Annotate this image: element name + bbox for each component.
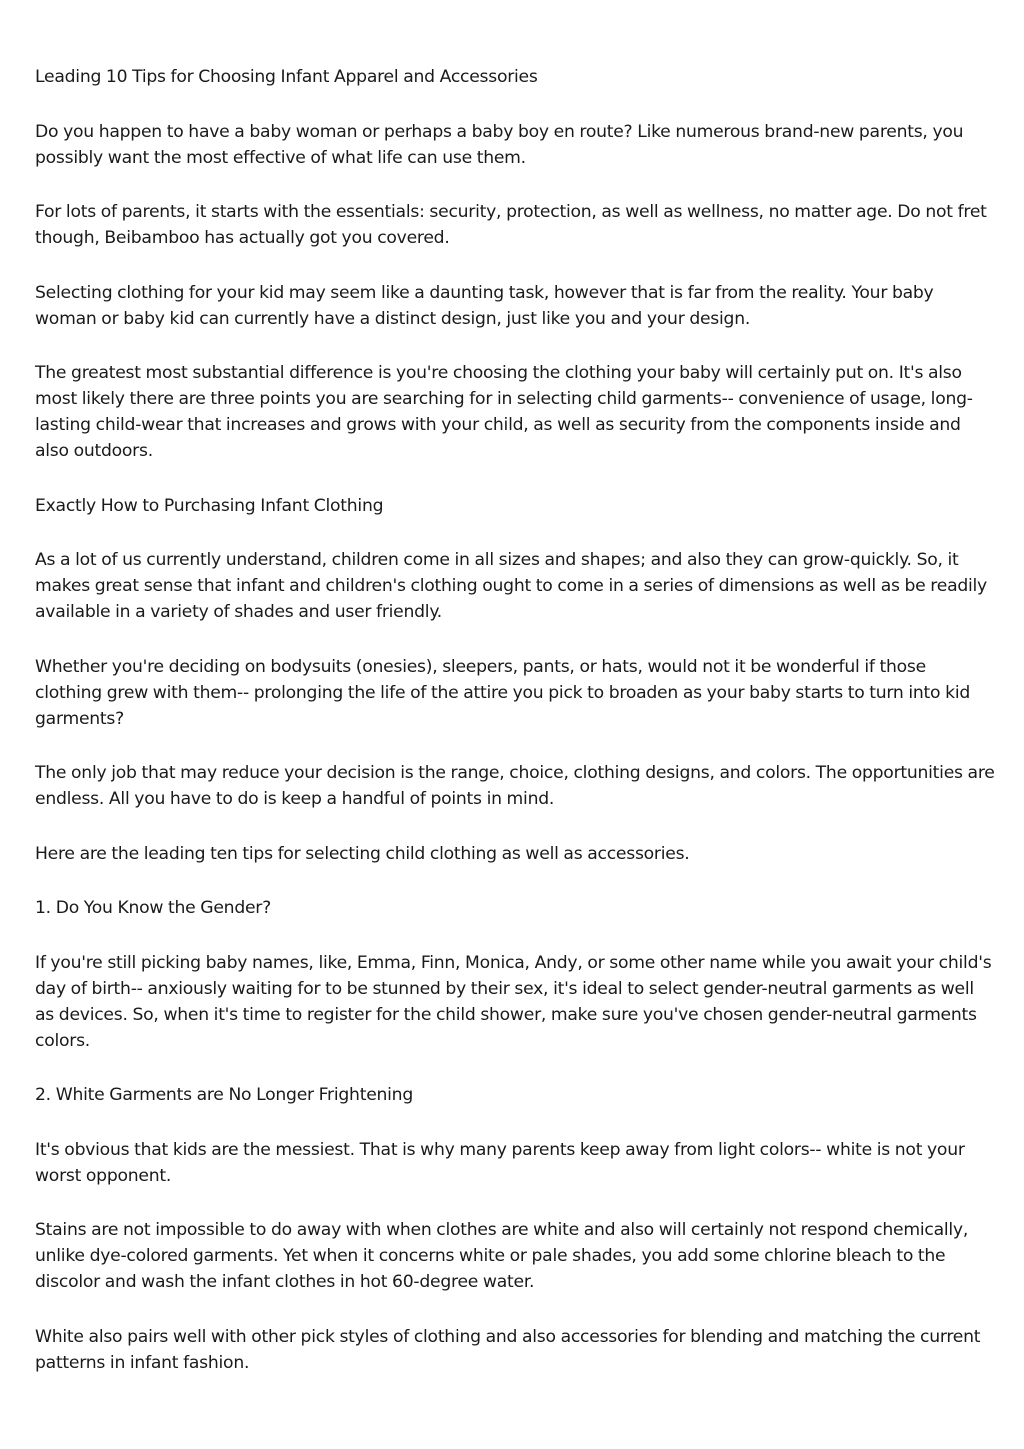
paragraph-sizes: As a lot of us currently understand, children come in all sizes and shapes; and also they can grow-quickly. So, it makes great sense that infant and children's clothing ought to come in a series of dimensions as well as be readily available in a variety of shades and user friendly. xyxy=(35,550,987,622)
paragraph-range: The only job that may reduce your decision is the range, choice, clothing designs, and colors. The opportunities are endless. All you have to do is keep a handful of points in mind. xyxy=(35,763,995,809)
paragraph-messiest: It's obvious that kids are the messiest. That is why many parents keep away from light colors-- white is not your worst opponent. xyxy=(35,1139,965,1186)
paragraph-gender: If you're still picking baby names, like, Emma, Finn, Monica, Andy, or some other name while you await your child's day of birth-- anxiously waiting for to be stunned by their sex, it's ideal to select gender-neutral garments as well as devices. So, when it's time to register for the child shower, make sure you've chosen gender-neutral garments colors. xyxy=(35,952,992,1051)
paragraph-difference: The greatest most substantial difference is you're choosing the clothing your baby will certainly put on. It's also most likely there are three points you are searching for in selecting child garments-- convenience of usage, long-lasting child-wear that increases and grows with your child, as well as security from the components inside and also outdoors. xyxy=(35,363,973,461)
document-title: Leading 10 Tips for Choosing Infant Apparel and Accessories xyxy=(35,67,538,87)
paragraph-essentials: For lots of parents, it starts with the essentials: security, protection, as well as wellness, no matter age. Do not fret though, Beibamboo has actually got you covered. xyxy=(35,202,987,248)
tip-heading-white-garments: 2. White Garments are No Longer Frightening xyxy=(35,1085,413,1105)
paragraph-selecting: Selecting clothing for your kid may seem like a daunting task, however that is far from the reality. Your baby woman or baby kid can currently have a distinct design, just like you and your design. xyxy=(35,282,934,329)
paragraph-intro: Do you happen to have a baby woman or perhaps a baby boy en route? Like numerous brand-new parents, you possibly want the most effective of what life can use them. xyxy=(35,121,964,168)
paragraph-white-pairs: White also pairs well with other pick styles of clothing and also accessories for blending and matching the current patterns in infant fashion. xyxy=(35,1326,981,1373)
tip-heading-gender: 1. Do You Know the Gender? xyxy=(35,898,271,918)
paragraph-stains: Stains are not impossible to do away with when clothes are white and also will certainly not respond chemically, unlike dye-colored garments. Yet when it concerns white or pale shades, you add some chlorine bleach to the discolor and wash the infant clothes in hot 60-degree water. xyxy=(35,1220,969,1292)
paragraph-tips-intro: Here are the leading ten tips for selecting child clothing as well as accessories. xyxy=(35,843,690,864)
section-heading-purchasing: Exactly How to Purchasing Infant Clothing xyxy=(35,495,384,516)
document-page xyxy=(35,64,995,1404)
paragraph-bodysuits: Whether you're deciding on bodysuits (onesies), sleepers, pants, or hats, would not it be wonderful if those clothing grew with them-- prolonging the life of the attire you pick to broaden as your baby starts to turn into kid garments? xyxy=(35,656,971,729)
